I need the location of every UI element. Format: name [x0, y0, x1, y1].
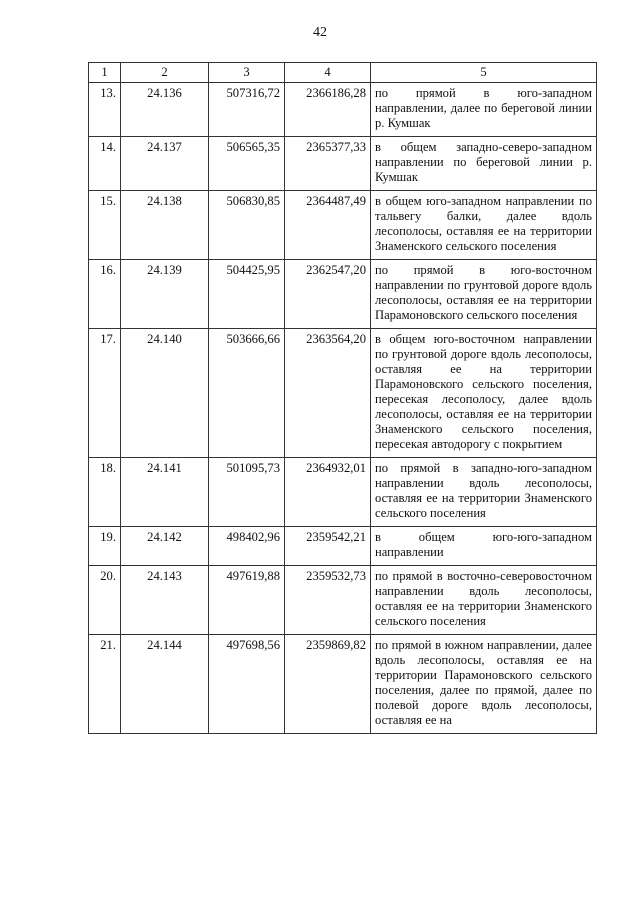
point-id-cell: 24.142 — [121, 527, 209, 566]
header-cell: 4 — [285, 63, 371, 83]
description-cell: по прямой в юго-восточном направлении по грунтовой дороге вдоль лесополосы, оставляя ее на территории Парамоновского сельского поселения — [371, 260, 597, 329]
row-number-cell: 14. — [89, 137, 121, 191]
point-id-cell: 24.143 — [121, 566, 209, 635]
description-cell: по прямой в южном направлении, далее вдоль лесополосы, оставляя ее на территории Парамоновского сельского поселения, далее по прямой, далее по полевой дороге вдоль лесополосы, оставляя ее на — [371, 635, 597, 734]
y-coordinate-cell: 2363564,20 — [285, 329, 371, 458]
description-cell: в общем юго-западном направлении по тальвегу балки, далее вдоль лесополосы, оставляя ее на территории Знаменского сельского поселения — [371, 191, 597, 260]
x-coordinate-cell: 504425,95 — [209, 260, 285, 329]
table-row — [89, 329, 597, 458]
row-number-cell: 13. — [89, 83, 121, 137]
y-coordinate-cell: 2362547,20 — [285, 260, 371, 329]
table-row — [89, 137, 597, 191]
row-number-cell: 18. — [89, 458, 121, 527]
point-id-cell: 24.138 — [121, 191, 209, 260]
table-row — [89, 566, 597, 635]
point-id-cell: 24.141 — [121, 458, 209, 527]
row-number-cell: 21. — [89, 635, 121, 734]
row-number-cell: 16. — [89, 260, 121, 329]
table-row — [89, 458, 597, 527]
description-cell: в общем юго-юго-западном направлении — [371, 527, 597, 566]
header-cell: 2 — [121, 63, 209, 83]
description-cell: в общем западно-северо-западном направлении по береговой линии р. Кумшак — [371, 137, 597, 191]
point-id-cell: 24.140 — [121, 329, 209, 458]
point-id-cell: 24.139 — [121, 260, 209, 329]
x-coordinate-cell: 501095,73 — [209, 458, 285, 527]
x-coordinate-cell: 506565,35 — [209, 137, 285, 191]
x-coordinate-cell: 506830,85 — [209, 191, 285, 260]
table-row — [89, 83, 597, 137]
header-cell: 3 — [209, 63, 285, 83]
x-coordinate-cell: 503666,66 — [209, 329, 285, 458]
x-coordinate-cell: 497619,88 — [209, 566, 285, 635]
y-coordinate-cell: 2365377,33 — [285, 137, 371, 191]
description-cell: по прямой в восточно-северовосточном направлении вдоль лесополосы, оставляя ее на территории Знаменского сельского поселения — [371, 566, 597, 635]
x-coordinate-cell: 497698,56 — [209, 635, 285, 734]
description-cell: в общем юго-восточном направлении по грунтовой дороге вдоль лесополосы, оставляя ее на территории Парамоновского сельского поселения, пересекая лесополосу, далее вдоль лесополосы, оставляя ее на территории Знаменского сельского поселения, пересекая автодорогу с покрытием — [371, 329, 597, 458]
y-coordinate-cell: 2359869,82 — [285, 635, 371, 734]
row-number-cell: 19. — [89, 527, 121, 566]
y-coordinate-cell: 2359542,21 — [285, 527, 371, 566]
x-coordinate-cell: 498402,96 — [209, 527, 285, 566]
header-cell: 5 — [371, 63, 597, 83]
table-header-row — [89, 63, 597, 83]
row-number-cell: 17. — [89, 329, 121, 458]
boundary-table — [88, 62, 597, 734]
row-number-cell: 15. — [89, 191, 121, 260]
header-cell: 1 — [89, 63, 121, 83]
x-coordinate-cell: 507316,72 — [209, 83, 285, 137]
description-cell: по прямой в юго-западном направлении, далее по береговой линии р. Кумшак — [371, 83, 597, 137]
description-cell: по прямой в западно-юго-западном направлении вдоль лесополосы, оставляя ее на территории Знаменского сельского поселения — [371, 458, 597, 527]
page-number: 42 — [313, 25, 327, 40]
table-row — [89, 635, 597, 734]
y-coordinate-cell: 2364487,49 — [285, 191, 371, 260]
point-id-cell: 24.137 — [121, 137, 209, 191]
table-row — [89, 260, 597, 329]
table-row — [89, 191, 597, 260]
point-id-cell: 24.136 — [121, 83, 209, 137]
y-coordinate-cell: 2364932,01 — [285, 458, 371, 527]
y-coordinate-cell: 2359532,73 — [285, 566, 371, 635]
table-row — [89, 527, 597, 566]
row-number-cell: 20. — [89, 566, 121, 635]
y-coordinate-cell: 2366186,28 — [285, 83, 371, 137]
point-id-cell: 24.144 — [121, 635, 209, 734]
